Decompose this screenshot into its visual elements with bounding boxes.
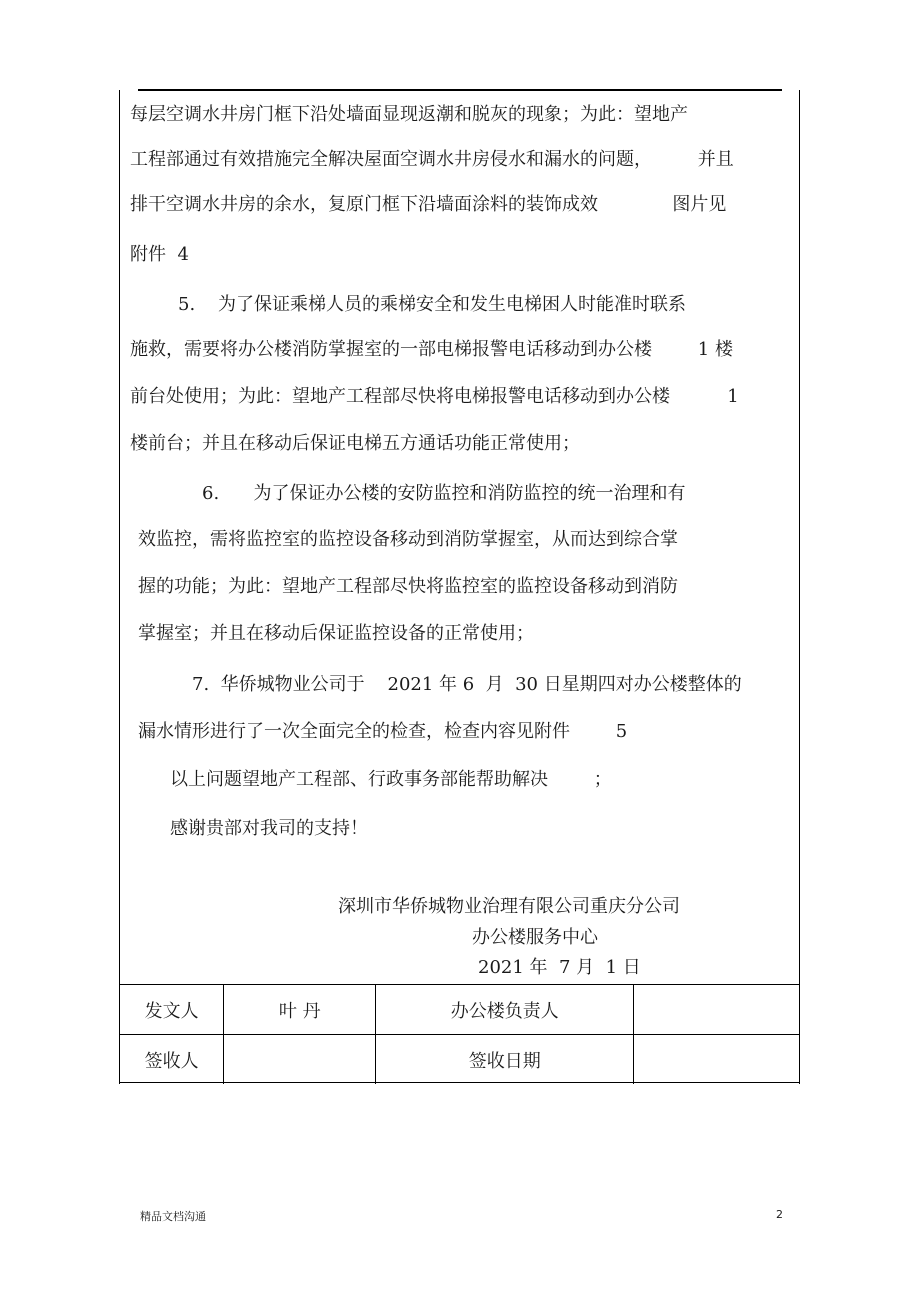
body-line: 5. 为了保证乘梯人员的乘梯安全和发生电梯困人时能准时联系: [178, 294, 687, 315]
manager-value: [634, 985, 800, 1035]
footer-text: 精品文档沟通: [140, 1210, 206, 1223]
table-row: [120, 1035, 800, 1085]
sender-value: 叶 丹: [224, 985, 376, 1035]
body-line: 握的功能；为此：望地产工程部尽快将监控室的监控设备移动到消防: [138, 576, 678, 597]
signature-company: 深圳市华侨城物业治理有限公司重庆分公司: [338, 896, 680, 917]
signature-date: 2021 年 7 月 1 日: [478, 957, 641, 978]
sender-label: 发文人: [120, 985, 224, 1035]
table-row: [120, 985, 800, 1035]
body-line: 施救，需要将办公楼消防掌握室的一部电梯报警电话移动到办公楼 1 楼: [130, 339, 733, 360]
body-line: 工程部通过有效措施完全解决屋面空调水井房侵水和漏水的问题， 并且: [130, 149, 734, 170]
body-line: 6. 为了保证办公楼的安防监控和消防监控的统一治理和有: [202, 483, 686, 504]
body-line: 漏水情形进行了一次全面完全的检查，检查内容见附件 5: [138, 721, 628, 742]
body-line: 7. 华侨城物业公司于 2021 年 6 月 30 日星期四对办公楼整体的: [192, 674, 742, 695]
signature-table: [119, 984, 800, 1084]
receive-date-label: 签收日期: [376, 1035, 634, 1085]
body-line: 以上问题望地产工程部、行政事务部能帮助解决 ；: [170, 769, 612, 790]
body-line: 掌握室；并且在移动后保证监控设备的正常使用；: [138, 623, 534, 644]
receiver-label: 签收人: [120, 1035, 224, 1085]
page-number: 2: [776, 1208, 783, 1221]
body-line: 附件 4: [130, 244, 189, 265]
receive-date-value: [634, 1035, 800, 1085]
body-line: 感谢贵部对我司的支持！: [170, 818, 368, 839]
body-line: 前台处使用；为此：望地产工程部尽快将电梯报警电话移动到办公楼 1: [130, 386, 739, 407]
signature-dept: 办公楼服务中心: [472, 927, 598, 948]
body-line: 楼前台；并且在移动后保证电梯五方通话功能正常使用；: [130, 433, 580, 454]
body-line: 效监控，需将监控室的监控设备移动到消防掌握室，从而达到综合掌: [138, 529, 678, 550]
body-line: 每层空调水井房门框下沿处墙面显现返潮和脱灰的现象；为此：望地产: [130, 104, 688, 125]
body-line: 排干空调水井房的余水，复原门框下沿墙面涂料的装饰成效 图片见: [130, 194, 727, 215]
top-rule: [138, 89, 782, 91]
receiver-value: [224, 1035, 376, 1085]
manager-label: 办公楼负责人: [376, 985, 634, 1035]
